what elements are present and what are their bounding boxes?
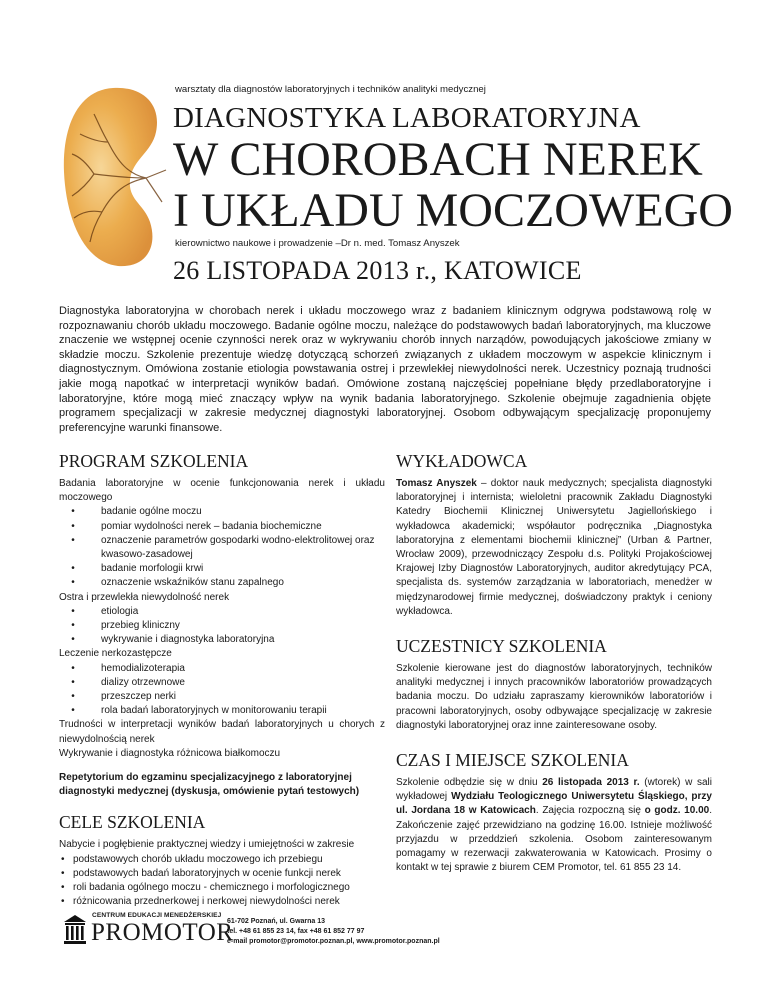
list-item: • przeszczep nerki xyxy=(59,690,385,704)
list-item: • hemodializoterapia xyxy=(59,662,385,676)
participants-text: Szkolenie kierowane jest do diagnostów laboratoryjnych, techników analityki medycznej i innych pracowników laboratoriów prowadzących badania moczu. Do udziału zapraszamy kierowników laboratoriów i pracowni laboratoryjnych, osoby odbywające specjalizację w zakresie diagnostyki laboratoryjnej oraz inne zainteresowane osoby. xyxy=(396,663,712,731)
footer-address: 61-702 Poznań, ul. Gwarna 13 xyxy=(227,918,326,925)
program-group2-title: Ostra i przewlekła niewydolność nerek xyxy=(59,591,230,603)
time-place-title: CZAS I MIEJSCE SZKOLENIA xyxy=(396,750,629,771)
bullet-icon: • xyxy=(71,705,75,717)
logo-small-text: CENTRUM EDUKACJI MENEDŻERSKIEJ xyxy=(92,912,222,919)
list-item: • dializy otrzewnowe xyxy=(59,676,385,690)
goals-title: CELE SZKOLENIA xyxy=(59,812,206,833)
lecturer-name: Tomasz Anyszek xyxy=(396,478,477,489)
participants-title: UCZESTNICY SZKOLENIA xyxy=(396,636,607,657)
left-column xyxy=(59,450,385,909)
right-column xyxy=(396,450,712,875)
footer-phone: tel. +48 61 855 23 14, fax +48 61 852 77 97 xyxy=(227,928,365,935)
program-group2-list xyxy=(59,605,385,648)
program-group1-title: Badania laboratoryjne w ocenie funkcjonowania nerek i układu moczowego xyxy=(59,478,385,504)
footer-email[interactable]: e-mail promotor@promotor.poznan.pl, www.promotor.poznan.pl xyxy=(227,938,440,945)
bullet-icon: • xyxy=(61,853,65,865)
title-line-3: I UKŁADU MOCZOWEGO xyxy=(173,184,733,237)
list-item: • podstawowych badań laboratoryjnych w ocenie funkcji nerek xyxy=(59,867,385,881)
goals-list xyxy=(59,853,385,910)
intro-paragraph: Diagnostyka laboratoryjna w chorobach nerek i układu moczowego wraz z badaniem klinicznym odgrywa podstawową rolę w rozpoznawaniu chorób układu moczowego. Badanie ogólne moczu, należące do podstawowych badań laboratoryjnych, ma kluczowe znaczenie we wstępnej ocenie czynności nerek oraz w wykrywaniu chorób innych narządów, powodujących jakościowe zmiany w składzie moczu. Szkolenie prezentuje wiedzę dotyczącą schorzeń związanych z układem moczowym w aspekcie klinicznym i diagnostycznym. Omówiona zostanie etiologia powstawania ostrej i przewlekłej niewydolności nerek. Uczestnicy poznają trudności jakie mogą napotkać w interpretacji wyników badań. Omówione zostaną najczęściej popełniane błędy przedlaboratoryjne i laboratoryjne, które mogą mieć znaczący wpływ na wynik badania laboratoryjnego. Szkolenie obejmuje zagadnienia objęte programem specjalizacji w zakresie medycznej diagnostyki laboratoryjnej. Osobom odbywającym specjalizację proponujemy preferencyjne warunki finansowe. xyxy=(59,305,711,434)
title-line-2: W CHOROBACH NEREK xyxy=(173,133,703,186)
bullet-icon: • xyxy=(71,605,75,617)
list-item: • roli badania ogólnego moczu - chemicznego i morfologicznego xyxy=(59,881,385,895)
list-item: • przebieg kliniczny xyxy=(59,619,385,633)
bullet-icon: • xyxy=(71,620,75,632)
list-item: • oznaczenie parametrów gospodarki wodno-elektrolitowej oraz kwasowo-zasadowej xyxy=(59,534,385,562)
bullet-icon: • xyxy=(61,896,65,908)
list-item: • rola badań laboratoryjnych w monitorowaniu terapii xyxy=(59,704,385,718)
bullet-icon: • xyxy=(71,563,75,575)
program-group3-title: Leczenie nerkozastępcze xyxy=(59,648,172,660)
program-line-5: Wykrywanie i diagnostyka różnicowa białkomoczu xyxy=(59,747,281,759)
program-title: PROGRAM SZKOLENIA xyxy=(59,451,249,471)
time-place-text: Szkolenie odbędzie się w dniu 26 listopada 2013 r. (wtorek) w sali wykładowej Wydziału Teologicznego Uniwersytetu Śląskiego, przy ul. Jordana 18 w Katowicach. Zajęcia rozpoczną się o godz. 10.00. Zakończenie zajęć przewidziano na godzinę 16.00. Istnieje możliwość przyjazdu w przeddzień szkolenia. Osobom zainteresowanym pomagamy w rezerwacji zakwaterowania w Katowicach. Prosimy o kontakt w tej sprawie z biurem CEM Promotor, tel. 61 855 23 14. xyxy=(396,777,712,874)
kicker: warsztaty dla diagnostów laboratoryjnych i techników analityki medycznej xyxy=(175,84,486,95)
footer-contact xyxy=(227,917,440,947)
list-item: • oznaczenie wskaźników stanu zapalnego xyxy=(59,576,385,590)
list-item: • różnicowania przednerkowej i nerkowej niewydolności nerek xyxy=(59,895,385,909)
lead-organizer: kierownictwo naukowe i prowadzenie –Dr n. med. Tomasz Anyszek xyxy=(175,238,460,249)
program-bold-note: Repetytorium do egzaminu specjalizacyjnego z laboratoryjnej diagnostyki medycznej (dyskusja, omówienie pytań testowych) xyxy=(59,772,360,798)
bullet-icon: • xyxy=(61,882,65,894)
list-item: • wykrywanie i diagnostyka laboratoryjna xyxy=(59,633,385,647)
list-item: • badanie ogólne moczu xyxy=(59,505,385,519)
lecturer-bio: Tomasz Anyszek – doktor nauk medycznych; specjalista diagnostyki laboratoryjnej i internista; wieloletni pracownik Zakładu Diagnostyki Katedry Biochemii Klinicznej Uniwersytetu Jagiellońskiego i wykładowca akademicki; współautor podręcznika „Diagnostyka laboratoryjna z elementami biochemii klinicznej” (Urban & Partner, Wrocław 2009), przewodniczący Zespołu d.s. Polityki Projakościowej Krajowej Izby Diagnostów Laboratoryjnych, auditor akredytujący PCA, specjalista ds. systemów zarządzania w laboratoriach, menedżer w międzynarodowej firmie medycznej, doświadczony praktyk i ceniony wykładowca. xyxy=(396,478,712,617)
lecturer-title: WYKŁADOWCA xyxy=(396,451,528,471)
program-line-4: Trudności w interpretacji wyników badań laboratoryjnych u chorych z niewydolnością nerek xyxy=(59,719,385,745)
program-group3-list xyxy=(59,662,385,719)
bullet-icon: • xyxy=(71,662,75,674)
list-item: • podstawowych chorób układu moczowego ich przebiegu xyxy=(59,853,385,867)
title-line-1: DIAGNOSTYKA LABORATORYJNA xyxy=(173,102,641,134)
goals-lead: Nabycie i pogłębienie praktycznej wiedzy i umiejętności w zakresie xyxy=(59,839,355,851)
logo-big-text: PROMOTOR xyxy=(91,919,234,946)
list-item: • pomiar wydolności nerek – badania biochemiczne xyxy=(59,520,385,534)
promotor-logo xyxy=(62,912,234,946)
bullet-icon: • xyxy=(71,634,75,646)
program-group1-list xyxy=(59,505,385,590)
bullet-icon: • xyxy=(71,534,75,546)
bullet-icon: • xyxy=(71,577,75,589)
event-date: 26 LISTOPADA 2013 r., KATOWICE xyxy=(173,256,582,285)
list-item: • etiologia xyxy=(59,605,385,619)
bullet-icon: • xyxy=(71,676,75,688)
kidney-illustration xyxy=(58,82,168,272)
bullet-icon: • xyxy=(71,520,75,532)
bullet-icon: • xyxy=(71,691,75,703)
bullet-icon: • xyxy=(61,867,65,879)
bullet-icon: • xyxy=(71,506,75,518)
list-item: • badanie morfologii krwi xyxy=(59,562,385,576)
